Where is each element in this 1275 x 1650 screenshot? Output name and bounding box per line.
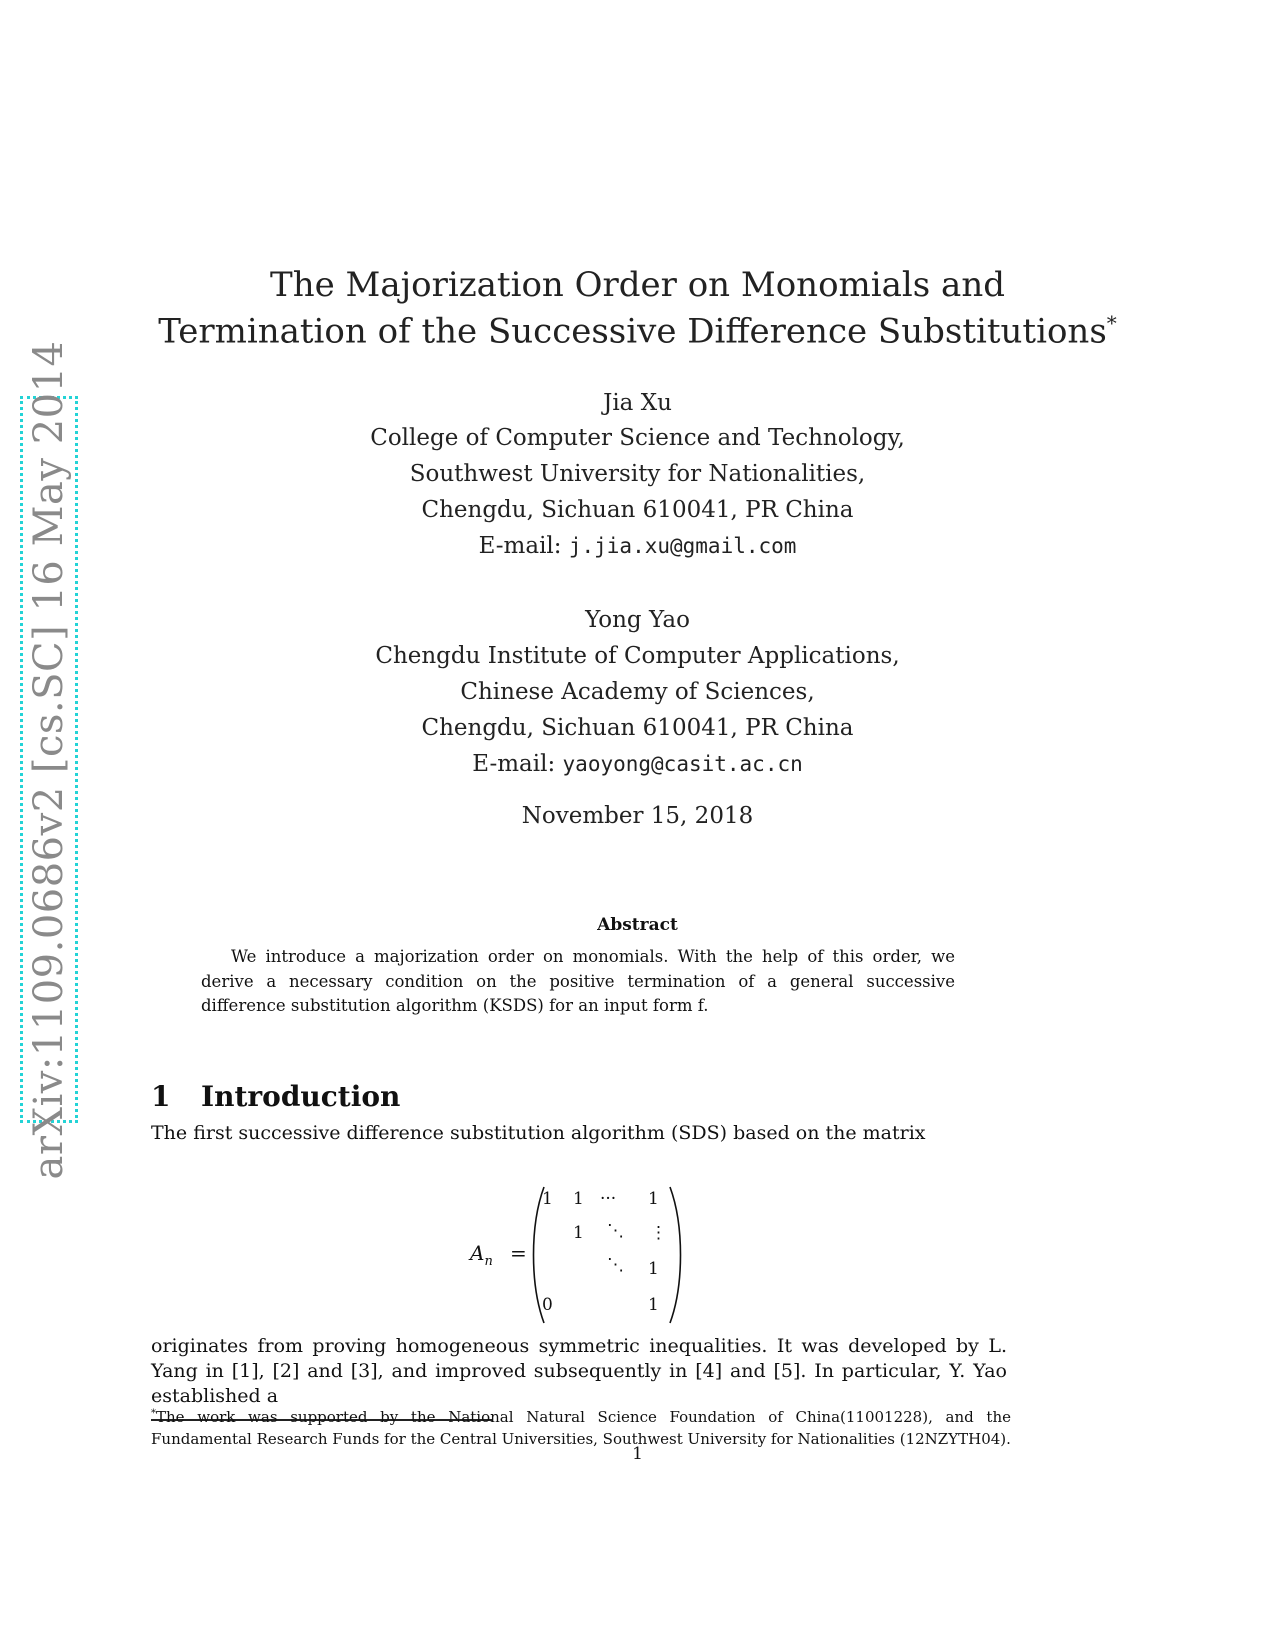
- author-affiliation: Chengdu, Sichuan 610041, PR China: [421, 715, 854, 741]
- matrix-cell: ⋱: [607, 1255, 624, 1275]
- matrix-cell: 0: [542, 1295, 553, 1315]
- matrix-cell: 1: [573, 1223, 584, 1243]
- author-affiliation: College of Computer Science and Technology,: [370, 425, 905, 451]
- abstract-text: We introduce a majorization order on monomials. With the help of this order, we derive a necessary condition on the positive termination of a general successive difference substitution algorithm (KSDS) for an input form f.: [201, 947, 955, 1015]
- section-title: Introduction: [201, 1080, 401, 1113]
- author-affiliation: Southwest University for Nationalities,: [409, 461, 866, 487]
- matrix-cell: 1: [648, 1189, 659, 1209]
- section-number: 1: [151, 1080, 171, 1113]
- matrix-cell: 1: [648, 1295, 659, 1315]
- arxiv-id: arXiv:1109.0686v2 [cs.SC] 16 May 2014: [26, 340, 72, 1179]
- matrix-cell: 1: [542, 1189, 553, 1209]
- matrix-symbol: $A_n$: [470, 1241, 493, 1269]
- page-number: 1: [632, 1444, 643, 1464]
- author-name: Yong Yao: [585, 607, 690, 633]
- footnote-mark: *: [151, 1408, 156, 1419]
- body-paragraph: originates from proving homogeneous symmetric inequalities. It was developed by L. Yang in [1], [2] and [3], and improved subsequently in [4] and [5]. In particular, Y. Yao established a: [151, 1335, 1007, 1407]
- matrix-equation: [470, 1185, 690, 1325]
- matrix-cell: 1: [648, 1259, 659, 1279]
- author-affiliation: Chengdu, Sichuan 610041, PR China: [421, 497, 854, 523]
- matrix-cell: ···: [600, 1189, 617, 1209]
- equals-sign: =: [510, 1241, 527, 1265]
- body-paragraph: The first successive difference substitution algorithm (SDS) based on the matrix: [151, 1122, 926, 1144]
- matrix-cell: ⋱: [607, 1221, 624, 1241]
- email-label: E-mail:: [478, 533, 562, 559]
- email-link[interactable]: j.jia.xu@gmail.com: [568, 534, 797, 558]
- author-email-line: [0, 533, 1275, 559]
- matrix-cell: ⋮: [650, 1223, 667, 1243]
- author-affiliation: Chengdu Institute of Computer Applications,: [375, 643, 900, 669]
- author-email-line: [0, 751, 1275, 777]
- paper-title-line-2: Termination of the Successive Difference Substitutions*: [158, 311, 1117, 352]
- section-heading: [151, 1080, 400, 1113]
- paper-title-line-1: The Majorization Order on Monomials and: [270, 265, 1005, 305]
- author-affiliation: Chinese Academy of Sciences,: [460, 679, 815, 705]
- paper-date: November 15, 2018: [521, 803, 754, 829]
- email-link[interactable]: yaoyong@casit.ac.cn: [562, 752, 803, 776]
- email-label: E-mail:: [472, 751, 556, 777]
- abstract-heading: Abstract: [597, 915, 678, 935]
- right-paren: [666, 1185, 686, 1325]
- title-footnote-mark: *: [1106, 311, 1117, 335]
- author-name: Jia Xu: [603, 390, 672, 416]
- matrix-cell: 1: [573, 1189, 584, 1209]
- footnote: *The work was supported by the National Natural Science Foundation of China(11001228), and the Fundamental Research Funds for the Central Universities, Southwest University for Nationalities (12NZYTH04).: [151, 1408, 1011, 1448]
